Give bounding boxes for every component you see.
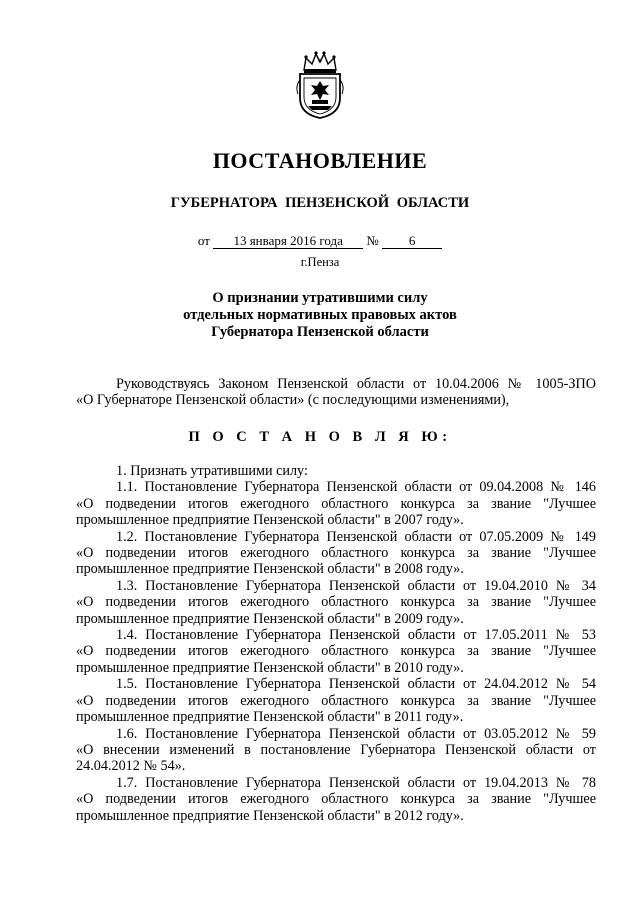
item-line: 24.04.2012 № 54». bbox=[76, 758, 186, 775]
item-line: 1.3. Постановление Губернатора Пензенской области от 19.04.2010 № 34 bbox=[116, 577, 596, 594]
document-issuer: ГУБЕРНАТОРА ПЕНЗЕНСКОЙ ОБЛАСТИ bbox=[170, 195, 470, 211]
subject-line: Губернатора Пензенской области bbox=[211, 324, 429, 340]
document-subject bbox=[0, 290, 640, 341]
item-line: промышленное предприятие Пензенской области" в 2008 году». bbox=[76, 561, 464, 578]
subject-line: О признании утратившими силу bbox=[212, 290, 428, 306]
item-line: промышленное предприятие Пензенской области" в 2012 году». bbox=[76, 807, 464, 824]
item-line: 1.1. Постановление Губернатора Пензенской области от 09.04.2008 № 146 bbox=[116, 479, 596, 496]
item-line: «О подведении итогов ежегодного областного конкурса за звание "Лучшее bbox=[76, 643, 596, 660]
item-line: промышленное предприятие Пензенской области" в 2010 году». bbox=[76, 659, 464, 676]
list-item bbox=[76, 529, 596, 578]
list-item bbox=[76, 775, 596, 824]
list-item bbox=[76, 726, 596, 775]
item-line: 1.4. Постановление Губернатора Пензенской области от 17.05.2011 № 53 bbox=[116, 627, 596, 644]
item-line: 1.2. Постановление Губернатора Пензенской области от 07.05.2009 № 149 bbox=[116, 528, 596, 545]
item-line: 1.7. Постановление Губернатора Пензенской области от 19.04.2013 № 78 bbox=[116, 774, 596, 791]
item-line: «О подведении итогов ежегодного областного конкурса за звание "Лучшее bbox=[76, 545, 596, 562]
list-item bbox=[76, 627, 596, 676]
item-intro: 1. Признать утратившими силу: bbox=[116, 463, 308, 479]
list-item bbox=[76, 578, 596, 627]
item-line: «О внесении изменений в постановление Губернатора Пензенской области от bbox=[76, 741, 596, 758]
item-line: «О подведении итогов ежегодного областного конкурса за звание "Лучшее bbox=[76, 692, 596, 709]
subject-line: отдельных нормативных правовых актов bbox=[183, 307, 457, 323]
item-line: «О подведении итогов ежегодного областного конкурса за звание "Лучшее bbox=[76, 594, 596, 611]
list-item bbox=[76, 676, 596, 725]
item-line: 1.5. Постановление Губернатора Пензенской области от 24.04.2012 № 54 bbox=[116, 676, 596, 693]
preamble-line: Руководствуясь Законом Пензенской области от 10.04.2006 № 1005-ЗПО bbox=[116, 376, 596, 392]
list-item bbox=[76, 479, 596, 528]
date-number-line bbox=[0, 233, 640, 249]
document-number: 6 bbox=[382, 234, 442, 249]
item-line: промышленное предприятие Пензенской области" в 2011 году». bbox=[76, 709, 464, 726]
document-title: ПОСТАНОВЛЕНИЕ bbox=[212, 148, 428, 173]
preamble bbox=[76, 376, 596, 409]
number-prefix: № bbox=[366, 233, 379, 248]
penza-coat-of-arms-icon bbox=[294, 50, 346, 120]
item-line: промышленное предприятие Пензенской области" в 2009 году». bbox=[76, 610, 464, 627]
decree-items bbox=[76, 463, 596, 824]
item-line: «О подведении итогов ежегодного областного конкурса за звание "Лучшее bbox=[76, 791, 596, 808]
decree-heading: П О С Т А Н О В Л Я Ю: bbox=[188, 429, 452, 445]
item-line: «О подведении итогов ежегодного областного конкурса за звание "Лучшее bbox=[76, 495, 596, 512]
date-prefix: от bbox=[197, 233, 210, 248]
document-date: 13 января 2016 года bbox=[213, 234, 363, 249]
preamble-line: «О Губернаторе Пензенской области» (с последующими изменениями), bbox=[76, 392, 510, 409]
item-line: промышленное предприятие Пензенской области" в 2007 году». bbox=[76, 512, 464, 529]
document-city: г.Пенза bbox=[300, 255, 340, 269]
item-line: 1.6. Постановление Губернатора Пензенской области от 03.05.2012 № 59 bbox=[116, 725, 596, 742]
